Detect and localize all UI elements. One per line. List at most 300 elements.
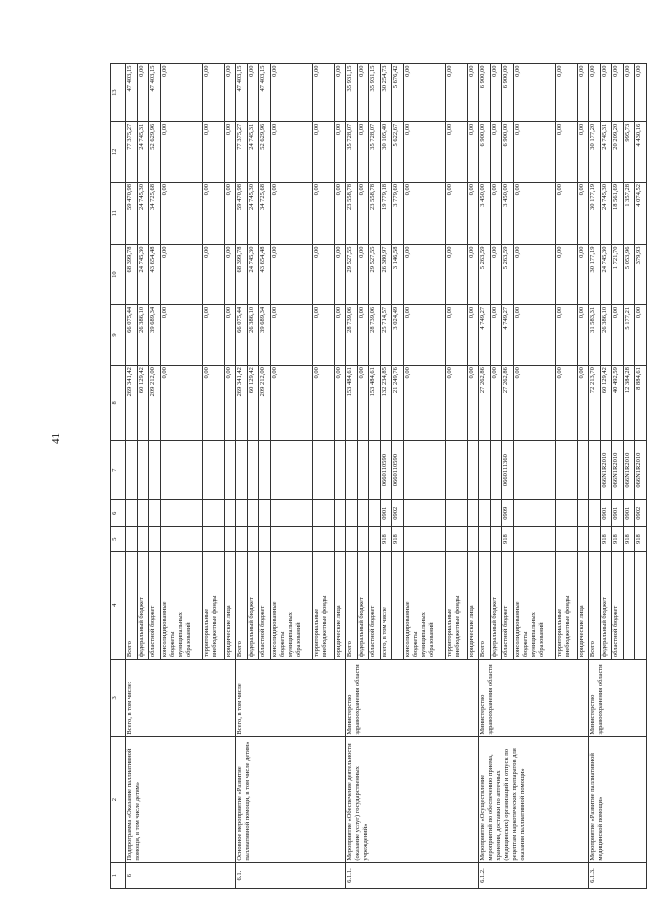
total-value: 269 341,42 <box>236 365 248 440</box>
year-value: 0,00 <box>467 64 479 122</box>
year-value: 24 745,30 <box>247 182 259 244</box>
target-article-code: 0660110590 <box>380 441 392 500</box>
funding-source-line: областной бюджет <box>149 605 157 658</box>
year-value: 0,00 <box>270 122 312 182</box>
target-article-code <box>555 441 577 500</box>
year-value: 23 558,78 <box>346 182 358 244</box>
table-row <box>589 64 601 889</box>
year-value: 0,00 <box>403 182 445 244</box>
funding-source-line: территориальные <box>445 608 453 658</box>
funding-source <box>445 551 467 659</box>
grbs-code <box>357 527 369 552</box>
table-row <box>479 64 491 889</box>
executor: Министерство здравоохранения области <box>589 659 647 737</box>
section-code <box>126 500 138 527</box>
year-value: 0,00 <box>555 245 577 305</box>
funding-source-line: юридические лица <box>224 605 232 658</box>
funding-source <box>490 551 502 659</box>
year-value: 0,00 <box>555 122 577 182</box>
year-value: 0,00 <box>160 122 202 182</box>
funding-source-line <box>392 553 400 657</box>
year-value: 47 403,15 <box>149 64 161 122</box>
funding-source-line: внебюджетные фонды <box>320 595 328 658</box>
year-value: 39 689,34 <box>259 305 271 365</box>
grbs-code <box>467 527 479 552</box>
funding-source-line: консолидированные <box>513 601 521 658</box>
executor: Всего, в том числе: <box>126 659 236 737</box>
total-value: 0,00 <box>224 365 236 440</box>
funding-source-line: образований <box>427 622 435 658</box>
funding-source <box>160 551 202 659</box>
funding-source-line: Всего <box>236 641 244 658</box>
header-cell: 6 <box>111 500 126 527</box>
funding-source-line: всего, в том числе <box>380 607 388 658</box>
target-article-code <box>247 441 259 500</box>
year-value: 0,00 <box>203 64 225 122</box>
executor: Всего, в том числе <box>236 659 346 737</box>
section-code <box>513 500 555 527</box>
target-article-code <box>513 441 555 500</box>
target-article-code: 066N1R2010 <box>623 441 635 500</box>
year-value: 24 745,30 <box>137 245 149 305</box>
funding-source-line: муниципальных <box>529 612 537 658</box>
year-value: 0,00 <box>445 305 467 365</box>
year-value: 5 177,21 <box>623 305 635 365</box>
funding-source <box>623 551 635 659</box>
target-article-code: 066N1R2010 <box>635 441 647 500</box>
year-value: 66 075,44 <box>236 305 248 365</box>
total-value: 0,00 <box>270 365 312 440</box>
funding-source-line: областной бюджет <box>369 605 377 658</box>
funding-source <box>236 551 248 659</box>
year-value: 0,00 <box>224 122 236 182</box>
funding-source <box>589 551 601 659</box>
total-value: 40 492,59 <box>612 365 624 440</box>
funding-source <box>600 551 612 659</box>
year-value: 24 745,31 <box>137 122 149 182</box>
target-article-code <box>334 441 346 500</box>
total-value: 0,00 <box>555 365 577 440</box>
year-value: 0,00 <box>137 64 149 122</box>
target-article-code <box>479 441 491 500</box>
year-value: 1 721,70 <box>612 245 624 305</box>
year-value: 0,00 <box>357 122 369 182</box>
section-code <box>479 500 491 527</box>
target-article-code <box>149 441 161 500</box>
target-article-code <box>224 441 236 500</box>
funding-source-line: бюджеты <box>278 631 286 658</box>
target-article-code <box>137 441 149 500</box>
funding-source-line: областной бюджет <box>612 605 620 658</box>
grbs-code: 918 <box>612 527 624 552</box>
section-code <box>346 500 358 527</box>
funding-source-line: бюджеты <box>168 631 176 658</box>
year-value: 47 403,15 <box>126 64 138 122</box>
grbs-code <box>479 527 491 552</box>
year-value: 0,00 <box>555 64 577 122</box>
year-value: 0,00 <box>600 64 612 122</box>
year-value: 24 745,30 <box>600 245 612 305</box>
year-value: 4 430,16 <box>635 122 647 182</box>
year-value: 0,00 <box>467 122 479 182</box>
year-value: 0,00 <box>247 64 259 122</box>
grbs-code <box>247 527 259 552</box>
year-value: 0,00 <box>312 182 334 244</box>
section-code <box>467 500 479 527</box>
table-row <box>346 64 358 889</box>
year-value: 29 527,55 <box>369 245 381 305</box>
header-cell: 9 <box>111 305 126 365</box>
grbs-code: 918 <box>635 527 647 552</box>
page-number: 41 <box>50 433 62 444</box>
total-value: 72 213,70 <box>589 365 601 440</box>
year-value: 26 386,10 <box>600 305 612 365</box>
header-cell: 2 <box>111 737 126 863</box>
funding-source <box>555 551 577 659</box>
funding-source <box>334 551 346 659</box>
year-value: 34 725,68 <box>149 182 161 244</box>
section-code: 0909 <box>502 500 514 527</box>
year-value: 30 177,19 <box>589 245 601 305</box>
year-value: 43 654,48 <box>149 245 161 305</box>
target-article-code <box>403 441 445 500</box>
year-value: 0,00 <box>160 305 202 365</box>
total-value: 0,00 <box>203 365 225 440</box>
total-value: 60 129,42 <box>247 365 259 440</box>
year-value: 35 931,15 <box>346 64 358 122</box>
funding-source-line: консолидированные <box>403 601 411 658</box>
year-value: 0,00 <box>203 122 225 182</box>
section-code <box>369 500 381 527</box>
year-value: 0,00 <box>403 122 445 182</box>
year-value: 0,00 <box>445 245 467 305</box>
funding-source <box>502 551 514 659</box>
funding-source-line: юридические лица <box>467 605 475 658</box>
year-value: 0,00 <box>513 182 555 244</box>
year-value: 0,00 <box>445 122 467 182</box>
grbs-code <box>334 527 346 552</box>
total-value: 0,00 <box>513 365 555 440</box>
year-value: 379,93 <box>635 245 647 305</box>
year-value: 0,00 <box>577 64 589 122</box>
year-value: 0,00 <box>467 182 479 244</box>
funding-source-line: образований <box>184 622 192 658</box>
total-value: 12 384,28 <box>623 365 635 440</box>
year-value: 26 386,10 <box>137 305 149 365</box>
year-value: 0,00 <box>224 245 236 305</box>
funding-source-line: территориальные <box>555 608 563 658</box>
section-code <box>247 500 259 527</box>
grbs-code <box>445 527 467 552</box>
row-number: 6.1.1. <box>346 863 479 889</box>
target-article-code <box>346 441 358 500</box>
target-article-code: 066N1R2010 <box>600 441 612 500</box>
year-value: 0,00 <box>203 305 225 365</box>
table-row <box>126 64 138 889</box>
funding-source <box>126 551 138 659</box>
funding-source-line: муниципальных <box>286 612 294 658</box>
funding-source-line: муниципальных <box>176 612 184 658</box>
funding-source-line: Всего <box>126 641 134 658</box>
header-cell: 10 <box>111 245 126 305</box>
row-number: 6.1.3. <box>589 863 647 889</box>
funding-source <box>270 551 312 659</box>
target-article-code <box>369 441 381 500</box>
total-value: 60 129,42 <box>137 365 149 440</box>
year-value: 0,00 <box>635 305 647 365</box>
year-value: 52 629,96 <box>149 122 161 182</box>
year-value: 0,00 <box>623 64 635 122</box>
year-value: 0,00 <box>577 245 589 305</box>
year-value: 0,00 <box>160 245 202 305</box>
year-value: 19 779,18 <box>380 182 392 244</box>
year-value: 3 450,00 <box>479 182 491 244</box>
section-code <box>589 500 601 527</box>
funding-source <box>224 551 236 659</box>
funding-source-line: федеральный бюджет <box>490 597 498 658</box>
target-article-code <box>577 441 589 500</box>
year-value: 0,00 <box>490 64 502 122</box>
year-value: 0,00 <box>635 64 647 122</box>
year-value: 0,00 <box>490 245 502 305</box>
year-value: 35 728,07 <box>346 122 358 182</box>
target-article-code <box>270 441 312 500</box>
year-value: 0,00 <box>312 245 334 305</box>
total-value: 209 212,00 <box>149 365 161 440</box>
year-value: 0,00 <box>490 122 502 182</box>
year-value: 0,00 <box>513 122 555 182</box>
year-value: 0,00 <box>334 182 346 244</box>
year-value: 24 745,30 <box>137 182 149 244</box>
year-value: 0,00 <box>403 64 445 122</box>
rotated-table-sheet <box>110 63 647 889</box>
funding-source-line: муниципальных <box>419 612 427 658</box>
funding-source-line: консолидированные <box>270 601 278 658</box>
target-article-code <box>160 441 202 500</box>
funding-source <box>577 551 589 659</box>
target-article-code <box>490 441 502 500</box>
grbs-code <box>369 527 381 552</box>
year-value: 35 931,15 <box>369 64 381 122</box>
section-code: 0901 <box>600 500 612 527</box>
grbs-code <box>577 527 589 552</box>
year-value: 5 676,42 <box>392 64 404 122</box>
grbs-code: 918 <box>502 527 514 552</box>
section-code: 0902 <box>635 500 647 527</box>
target-article-code <box>126 441 138 500</box>
funding-source <box>247 551 259 659</box>
year-value: 0,00 <box>357 305 369 365</box>
funding-source-line: областной бюджет <box>259 605 267 658</box>
year-value: 30 177,19 <box>589 182 601 244</box>
funding-source-line: внебюджетные фонды <box>563 595 571 658</box>
funding-source <box>203 551 225 659</box>
year-value: 0,00 <box>467 305 479 365</box>
year-value: 24 745,31 <box>247 122 259 182</box>
year-value: 4 749,27 <box>502 305 514 365</box>
target-article-code <box>203 441 225 500</box>
year-value: 0,00 <box>555 305 577 365</box>
year-value: 0,00 <box>490 182 502 244</box>
grbs-code <box>270 527 312 552</box>
section-code <box>555 500 577 527</box>
section-code <box>149 500 161 527</box>
section-code <box>137 500 149 527</box>
year-value: 5 263,59 <box>502 245 514 305</box>
grbs-code <box>589 527 601 552</box>
year-value: 35 728,07 <box>369 122 381 182</box>
year-value: 0,00 <box>334 245 346 305</box>
year-value: 0,00 <box>270 182 312 244</box>
year-value: 39 689,34 <box>149 305 161 365</box>
grbs-code: 918 <box>380 527 392 552</box>
funding-source-line: внебюджетные фонды <box>211 595 219 658</box>
year-value: 0,00 <box>270 305 312 365</box>
funding-source-line: бюджеты <box>411 631 419 658</box>
total-value: 0,00 <box>577 365 589 440</box>
grbs-code <box>224 527 236 552</box>
grbs-code <box>513 527 555 552</box>
header-cell: 13 <box>111 64 126 122</box>
year-value: 0,00 <box>513 64 555 122</box>
year-value: 0,00 <box>577 182 589 244</box>
funding-source-line: образований <box>294 622 302 658</box>
executor: Министерство здравоохранения области <box>479 659 589 737</box>
year-value: 5 053,96 <box>623 245 635 305</box>
grbs-code <box>555 527 577 552</box>
year-value: 0,00 <box>513 305 555 365</box>
year-value: 59 470,98 <box>126 182 138 244</box>
total-value: 0,00 <box>160 365 202 440</box>
total-value: 27 262,86 <box>502 365 514 440</box>
section-code: 0902 <box>392 500 404 527</box>
section-code <box>490 500 502 527</box>
year-value: 995,73 <box>623 122 635 182</box>
year-value: 0,00 <box>403 305 445 365</box>
year-value: 6 900,00 <box>479 64 491 122</box>
year-value: 0,00 <box>467 245 479 305</box>
year-value: 29 527,55 <box>346 245 358 305</box>
header-cell: 7 <box>111 441 126 500</box>
funding-source-line: областной бюджет <box>502 605 510 658</box>
year-value: 0,00 <box>445 64 467 122</box>
header-cell: 5 <box>111 527 126 552</box>
header-cell: 12 <box>111 122 126 182</box>
year-value: 0,00 <box>312 64 334 122</box>
grbs-code <box>490 527 502 552</box>
year-value: 47 403,15 <box>259 64 271 122</box>
year-value: 5 622,67 <box>392 122 404 182</box>
funding-source <box>380 551 392 659</box>
year-value: 20 209,20 <box>612 122 624 182</box>
funding-source <box>479 551 491 659</box>
year-value: 0,00 <box>160 64 202 122</box>
year-value: 0,00 <box>490 305 502 365</box>
year-value: 0,00 <box>224 64 236 122</box>
funding-source-line: территориальные <box>312 608 320 658</box>
header-cell: 11 <box>111 182 126 244</box>
total-value: 0,00 <box>467 365 479 440</box>
header-cell: 1 <box>111 863 126 889</box>
section-code <box>403 500 445 527</box>
year-value: 26 386,10 <box>247 305 259 365</box>
target-article-code <box>259 441 271 500</box>
funding-source-line <box>635 553 643 657</box>
row-number: 6 <box>126 863 236 889</box>
program-name: Мероприятие «Осуществление мероприятий по обеспечению приема, хранения, доставки по аптечных (медицинских) организаций и отпуск по рецептам наркотических препаратов для оказания паллиативной помощи» <box>479 737 589 863</box>
year-value: 66 075,44 <box>126 305 138 365</box>
section-code <box>312 500 334 527</box>
year-value: 0,00 <box>513 245 555 305</box>
year-value: 0,00 <box>577 305 589 365</box>
funding-source <box>467 551 479 659</box>
total-value: 27 262,86 <box>479 365 491 440</box>
total-value: 8 884,61 <box>635 365 647 440</box>
funding-source <box>346 551 358 659</box>
header-cell: 8 <box>111 365 126 440</box>
year-value: 6 900,00 <box>479 122 491 182</box>
year-value: 23 558,78 <box>369 182 381 244</box>
funding-source-line: федеральный бюджет <box>247 597 255 658</box>
year-value: 0,00 <box>334 64 346 122</box>
year-value: 25 714,57 <box>380 305 392 365</box>
year-value: 24 745,30 <box>247 245 259 305</box>
total-value: 0,00 <box>403 365 445 440</box>
year-value: 28 739,06 <box>346 305 358 365</box>
target-article-code <box>236 441 248 500</box>
year-value: 31 583,31 <box>589 305 601 365</box>
year-value: 47 403,15 <box>236 64 248 122</box>
section-code <box>236 500 248 527</box>
year-value: 0,00 <box>334 122 346 182</box>
year-value: 3 450,00 <box>502 182 514 244</box>
funding-source <box>392 551 404 659</box>
funding-source-line: юридические лица <box>577 605 585 658</box>
year-value: 5 263,59 <box>479 245 491 305</box>
header-cell: 3 <box>111 659 126 737</box>
funding-source <box>312 551 334 659</box>
target-article-code <box>467 441 479 500</box>
total-value: 60 129,42 <box>600 365 612 440</box>
grbs-code <box>160 527 202 552</box>
grbs-code <box>149 527 161 552</box>
total-value: 269 341,42 <box>126 365 138 440</box>
year-value: 24 745,31 <box>600 122 612 182</box>
program-name: Подпрограмма «Оказание паллиативной помощи, в том числе детям» <box>126 737 236 863</box>
funding-source <box>612 551 624 659</box>
funding-source-line: юридические лица <box>334 605 342 658</box>
year-value: 59 470,98 <box>236 182 248 244</box>
total-value: 153 484,61 <box>346 365 358 440</box>
target-article-code <box>445 441 467 500</box>
year-value: 0,00 <box>312 122 334 182</box>
year-value: 0,00 <box>357 64 369 122</box>
grbs-code: 918 <box>392 527 404 552</box>
grbs-code <box>403 527 445 552</box>
grbs-code <box>203 527 225 552</box>
year-value: 0,00 <box>357 245 369 305</box>
program-name: Мероприятие «Развитие паллиативной медицинской помощи» <box>589 737 647 863</box>
funding-source <box>513 551 555 659</box>
funding-source <box>369 551 381 659</box>
total-value: 0,00 <box>357 365 369 440</box>
year-value: 43 654,48 <box>259 245 271 305</box>
program-name: Основное мероприятие «Развитие паллиативной помощи, в том числе детям» <box>236 737 346 863</box>
funding-source-line: консолидированные <box>160 601 168 658</box>
grbs-code <box>126 527 138 552</box>
section-code <box>445 500 467 527</box>
section-code: 0901 <box>612 500 624 527</box>
